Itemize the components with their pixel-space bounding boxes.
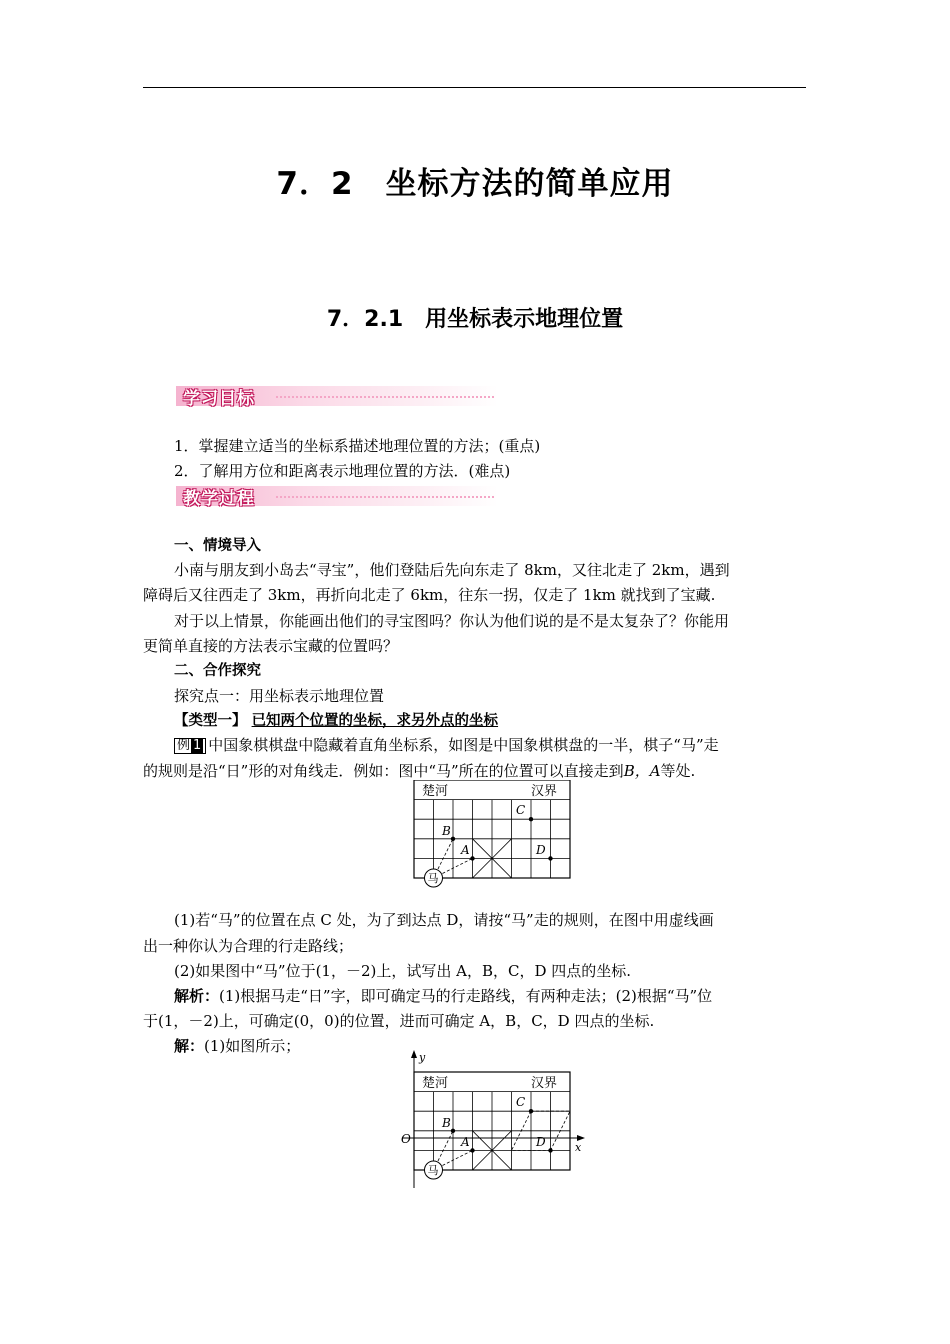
chessboard-figure-1: [408, 780, 573, 890]
goals-banner-label: 学习目标: [183, 389, 255, 409]
point-b-label: B: [442, 824, 451, 838]
question-1-line-1: (1)若“马”的位置在点 C 处，为了到达点 D，请按“马”走的规则，在图中用虚线画: [174, 911, 714, 929]
example-line-2: 的规则是沿“日”形的对角线走．例如：图中“马”所在的位置可以直接走到B，A等处.: [143, 762, 696, 780]
example-number: 1: [193, 738, 202, 753]
horse-piece: 马: [427, 872, 439, 885]
example-vars: B，A: [623, 762, 661, 780]
question-paragraph-line-1: 对于以上情景，你能画出他们的寻宝图吗？你认为他们说的是不是太复杂了？你能用: [174, 612, 730, 630]
point-b-label-2: B: [442, 1116, 451, 1130]
example-badge: 例 1: [174, 738, 206, 754]
section1-heading: 一、情境导入: [174, 538, 261, 554]
goals-banner: [176, 384, 498, 408]
point-d-label: D: [536, 843, 546, 857]
solution-line: 解：(1)如图所示；: [174, 1037, 301, 1055]
x-axis-label: x: [575, 1141, 582, 1154]
example-line-1: [143, 734, 806, 756]
question-1-line-2: 出一种你认为合理的行走路线；: [143, 937, 354, 955]
header-rule: [143, 87, 806, 88]
question-2: (2)如果图中“马”位于(1，－2)上，试写出 A，B，C，D 四点的坐标.: [174, 962, 632, 980]
section-title: 7．2.1 用坐标表示地理位置: [326, 307, 624, 332]
intro-paragraph-line-2: 障碍后又往西走了 3km，再折向北走了 6km，往东一拐，仅走了 1km 就找到了宝藏.: [143, 586, 716, 604]
goal-item-2: 2．了解用方位和距离表示地理位置的方法．(难点): [174, 462, 511, 480]
explore-point: 探究点一：用坐标表示地理位置: [174, 687, 385, 705]
intro-paragraph-line-1: 小南与朋友到小岛去“寻宝”，他们登陆后先向东走了 8km，又往北走了 2km，遇到: [174, 561, 730, 579]
type-heading: [143, 710, 806, 732]
process-banner: [176, 484, 498, 508]
goal-item-1: 1．掌握建立适当的坐标系描述地理位置的方法；(重点): [174, 437, 541, 455]
type-label: 【类型一】: [174, 713, 247, 729]
question-paragraph-line-2: 更简单直接的方法表示宝藏的位置吗？: [143, 637, 399, 655]
origin-label: O: [401, 1132, 411, 1146]
point-c-label-2: C: [516, 1095, 526, 1109]
horse-piece-2: 马: [427, 1164, 439, 1177]
point-d-label-2: D: [536, 1135, 546, 1149]
point-c-label: C: [516, 803, 526, 817]
analysis-label: 解析：: [174, 987, 220, 1005]
chessboard-figure-2: [395, 1048, 590, 1188]
example-text-1: 中国象棋棋盘中隐藏着直角坐标系，如图是中国象棋棋盘的一半，棋子“马”走: [208, 736, 719, 754]
point-a-label-2: A: [461, 1135, 470, 1149]
river-right-label-2: 汉界: [531, 1076, 558, 1091]
analysis-line-1: 解析：(1)根据马走“日”字，即可确定马的行走路线，有两种走法；(2)根据“马”位: [174, 987, 713, 1005]
river-left-label: 楚河: [422, 784, 449, 799]
type-title: 已知两个位置的坐标，求另外点的坐标: [251, 713, 499, 729]
solution-label: 解：: [174, 1037, 205, 1055]
process-banner-label: 教学过程: [183, 489, 255, 509]
analysis-line-2: 于(1，－2)上，可确定(0，0)的位置，进而可确定 A，B，C，D 四点的坐标.: [143, 1012, 655, 1030]
river-right-label: 汉界: [531, 784, 558, 799]
y-axis-label: y: [419, 1051, 426, 1064]
section2-heading: 二、合作探究: [174, 663, 261, 679]
chapter-title: 7．2 坐标方法的简单应用: [276, 166, 674, 202]
point-a-label: A: [461, 843, 470, 857]
river-left-label-2: 楚河: [422, 1076, 449, 1091]
